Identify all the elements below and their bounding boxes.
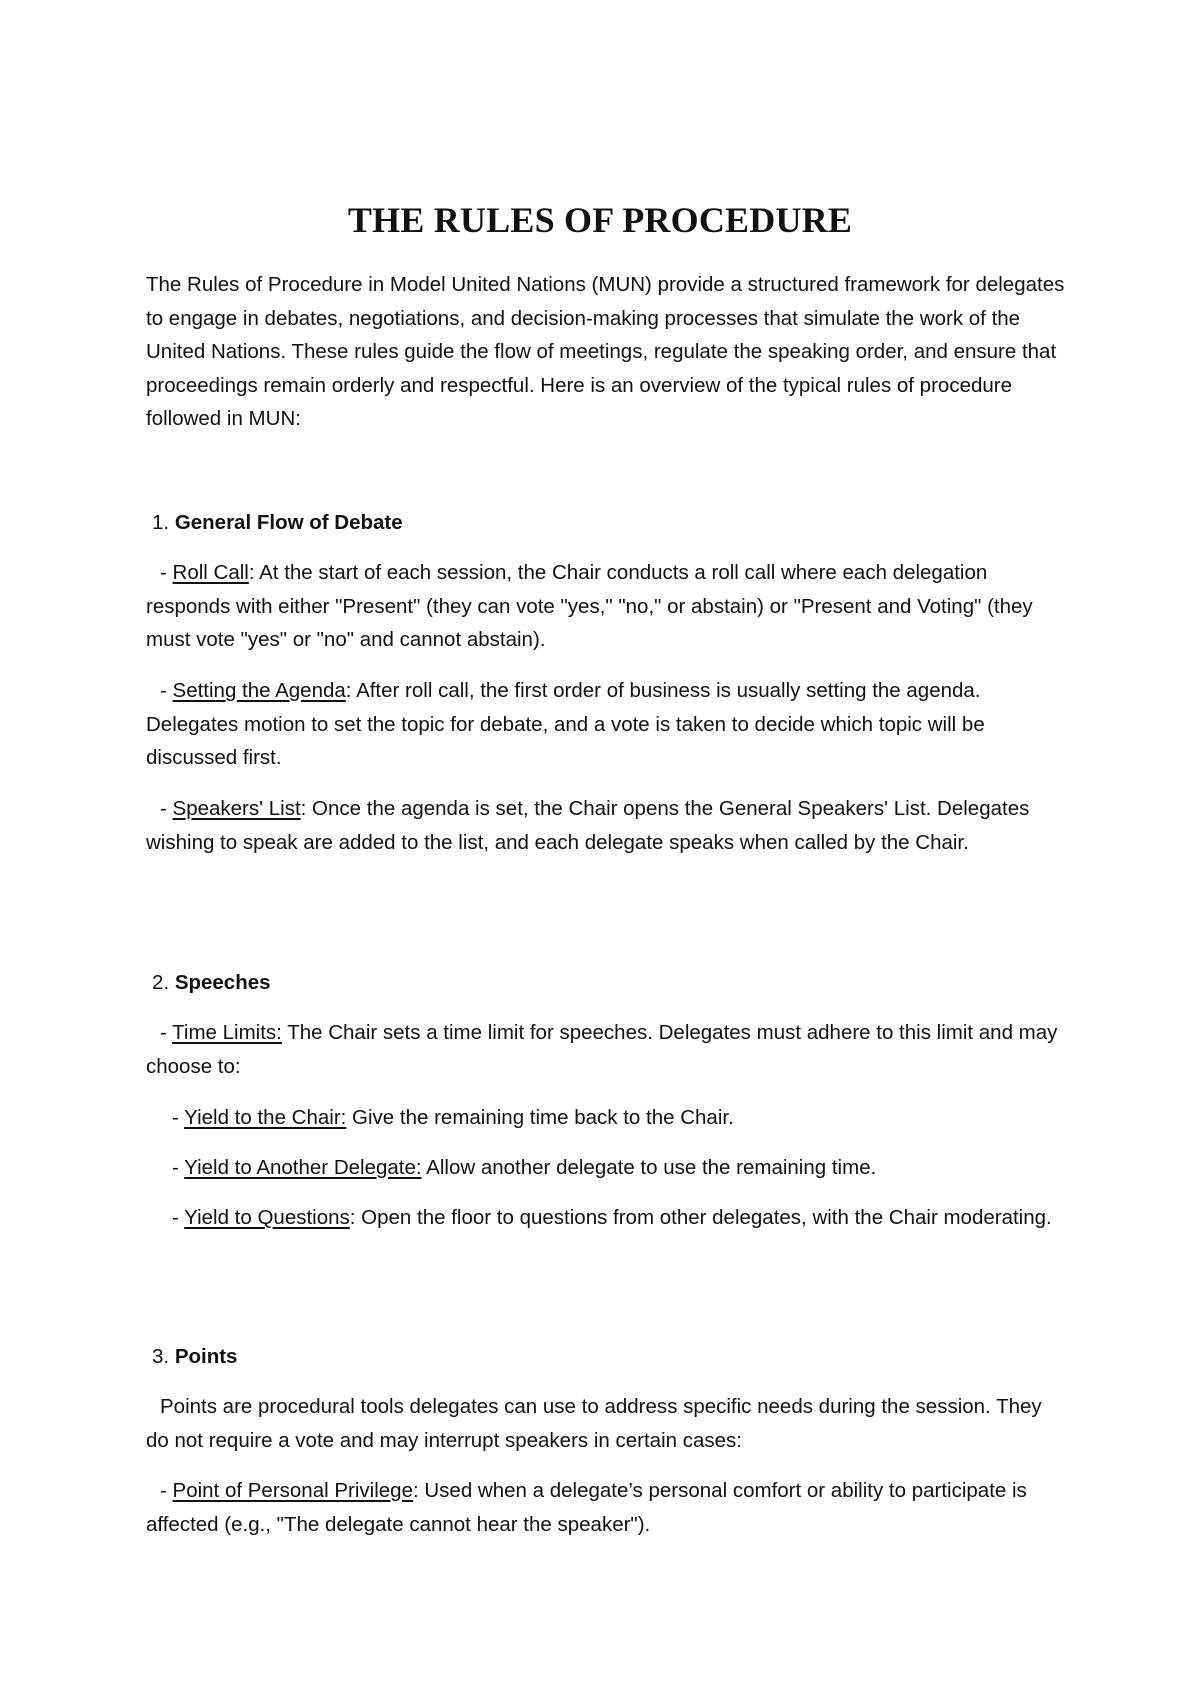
item-text: The Chair sets a time limit for speeches. Delegates must adhere to this limit and may choose to: [146, 1021, 1058, 1078]
item-prefix: - [172, 1206, 185, 1229]
item-text: Used when a delegate’s personal comfort or ability to participate is affected (e.g., "The delegate cannot hear the speaker"). [146, 1479, 1027, 1536]
item-term: Point of Personal Privilege [172, 1479, 413, 1502]
rule-item-yield-questions [146, 1201, 1066, 1235]
item-prefix: - [160, 1479, 173, 1502]
section-title: Speeches [174, 971, 271, 994]
item-prefix: - [172, 1156, 185, 1179]
section-title: General Flow of Debate [174, 511, 403, 534]
item-separator: : [349, 1206, 356, 1229]
section-heading-general-flow [152, 506, 403, 540]
rule-item-yield-delegate [146, 1151, 1066, 1185]
item-separator: : [248, 561, 255, 584]
item-text: Open the floor to questions from other delegates, with the Chair moderating. [355, 1206, 1052, 1229]
item-term: Setting the Agenda [172, 679, 346, 702]
item-prefix: - [160, 1021, 173, 1044]
item-term: Speakers' List [172, 797, 301, 820]
intro-paragraph: The Rules of Procedure in Model United Nations (MUN) provide a structured framework for delegates to engage in debates, negotiations, and decision-making processes that simulate the work of the United Nations. These rules guide the flow of meetings, regulate the speaking order, and ensure that proceedings remain orderly and respectful. Here is an overview of the typical rules of procedure followed in MUN: [146, 273, 1065, 430]
item-term: Yield to Another Delegate: [184, 1156, 422, 1179]
section-number: 2. [152, 971, 170, 994]
document-title: THE RULES OF PROCEDURE [347, 200, 853, 240]
item-prefix: - [160, 679, 173, 702]
item-prefix: - [160, 561, 173, 584]
item-text: Give the remaining time back to the Chair. [346, 1106, 734, 1129]
section-number: 3. [152, 1345, 170, 1368]
item-term: Roll Call [172, 561, 249, 584]
rule-item-setting-agenda [146, 674, 1066, 775]
item-text: Once the agenda is set, the Chair opens the General Speakers' List. Delegates wishing to speak are added to the list, and each delegate speaks when called by the Chair. [146, 797, 1030, 854]
section-title: Points [174, 1345, 238, 1368]
section-number: 1. [152, 511, 170, 534]
item-prefix: - [172, 1106, 185, 1129]
section-heading-speeches [152, 966, 271, 1000]
item-text: At the start of each session, the Chair conducts a roll call where each delegation responds with either "Present" (they can vote "yes," "no," or abstain) or "Present and Voting" (they must vote "yes" or "no" and cannot abstain). [146, 561, 1033, 651]
item-term: Time Limits: [172, 1021, 282, 1044]
item-term: Yield to the Chair: [184, 1106, 347, 1129]
section-heading-points [152, 1340, 237, 1374]
rule-item-roll-call [146, 556, 1066, 657]
item-text: Allow another delegate to use the remaining time. [421, 1156, 877, 1179]
rule-item-yield-chair [146, 1101, 1066, 1135]
points-intro-paragraph: Points are procedural tools delegates can use to address specific needs during the session. They do not require a vote and may interrupt speakers in certain cases: [146, 1395, 1042, 1452]
rule-item-time-limits [146, 1016, 1066, 1083]
item-term: Yield to Questions [184, 1206, 350, 1229]
item-separator: : [300, 797, 307, 820]
item-separator: : [412, 1479, 419, 1502]
rule-item-speakers-list [146, 792, 1066, 859]
item-separator: : [345, 679, 352, 702]
item-prefix: - [160, 797, 173, 820]
item-text: After roll call, the first order of business is usually setting the agenda. Delegates motion to set the topic for debate, and a vote is taken to decide which topic will be discussed first. [146, 679, 985, 769]
rule-item-personal-privilege [146, 1474, 1066, 1541]
